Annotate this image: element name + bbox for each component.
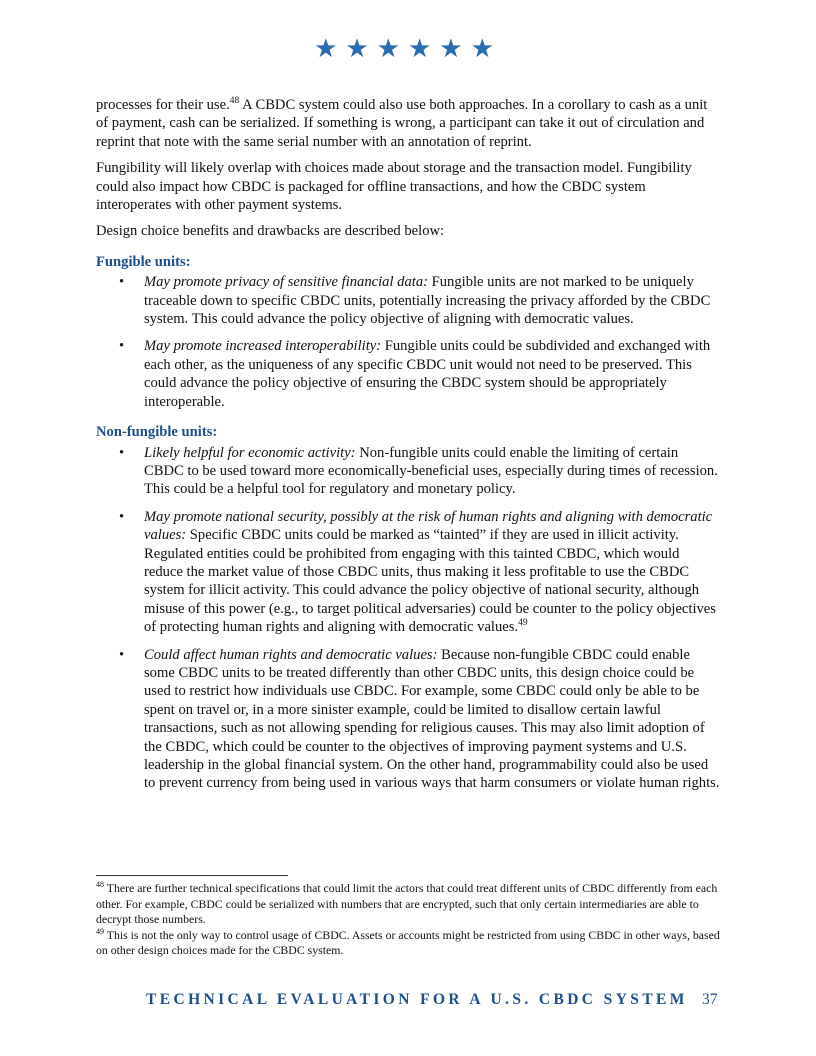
list-item: [119, 273, 720, 328]
intro-paragraph-3: Design choice benefits and drawbacks are described below:: [96, 223, 445, 240]
footnote-ref-48[interactable]: 48: [229, 96, 240, 107]
bullet-icon: •: [119, 274, 125, 291]
footnote-number: 48: [96, 880, 104, 890]
item-lead: Could affect human rights and democratic values:: [144, 646, 438, 663]
document-body: [96, 96, 720, 802]
item-body: Because non-fungible CBDC could enable some CBDC units to be treated differently than other CBDC units, this design choice could be used to restrict how individuals use CBDC. For example, some CBDC could only be able to be spent on travel or, in a more sinister example, could be limited to disallow certain lawful transactions, such as not allowing spending for religious causes. This may also limit adoption of the CBDC, which could be counter to the objectives of improving payment systems and U.S. leadership in the global financial system. On the other hand, programmability could also be used to prevent currency from being used in various ways that harm consumers or violate human rights.: [144, 646, 720, 792]
bullet-icon: •: [119, 444, 125, 461]
fungible-heading: Fungible units:: [96, 253, 191, 270]
item-lead: May promote privacy of sensitive financial data:: [144, 274, 428, 291]
intro-p1-text: processes for their use.: [96, 97, 230, 113]
item-lead: May promote national security, possibly at the risk of human rights and aligning with democratic values:: [144, 508, 713, 544]
item-lead: Likely helpful for economic activity:: [144, 444, 356, 461]
footnote-49: [96, 928, 720, 959]
item-body: Fungible units could be subdivided and exchanged with each other, as the uniqueness of any specific CBDC unit would not need to be preserved. This could advance the policy objective of ensuring the CBDC system should be appropriately interoperable.: [144, 338, 711, 410]
intro-p1-text2: A CBDC system could also use both approaches. In a corollary to cash as a unit of payment, cash can be serialized. If something is wrong, a participant can take it out of circulation and reprint that note with the same serial number with an annotation of reprint.: [96, 97, 708, 150]
footnote-divider: [96, 875, 288, 876]
nonfungible-list: [96, 444, 720, 793]
list-item: [119, 444, 720, 499]
header-stars: ★★★★★★: [314, 34, 502, 64]
footnote-ref-49[interactable]: 49: [518, 618, 528, 629]
fungible-list: [96, 273, 720, 411]
item-body: Specific CBDC units could be marked as “tainted” if they are used in illicit activity. Regulated entities could be prohibited from engaging with this tainted CBDC, which would reduce the market value of those CBDC units, thus making it less profitable to use the CBDC system for illicit activity. This could advance the policy objective of national security, although misuse of this power (e.g., to target political adversaries) could be counter to the policy objectives of protecting human rights and aligning with democratic values.: [144, 527, 716, 636]
footnote-text: There are further technical specifications that could limit the actors that could treat different units of CBDC differently from each other. For example, CBDC could be serialized with numbers that are encrypted, such that only certain intermediaries are able to decrypt those numbers.: [96, 881, 718, 927]
footnotes: [96, 881, 720, 959]
list-item: [119, 337, 720, 411]
item-body: Fungible units are not marked to be uniquely traceable down to specific CBDC units, potentially increasing the privacy afforded by the CBDC system. This could advance the policy objective of aligning with democratic values.: [144, 274, 711, 328]
nonfungible-heading: Non-fungible units:: [96, 424, 218, 441]
footnote-48: [96, 881, 720, 928]
footer-title: TECHNICAL EVALUATION FOR A U.S. CBDC SYSTEM: [146, 991, 688, 1008]
intro-paragraph-2: Fungibility will likely overlap with choices made about storage and the transaction model. Fungibility could also impact how CBDC is packaged for offline transactions, and how the CBDC system interoperates with other payment systems.: [96, 160, 692, 214]
page-number: 37: [702, 991, 718, 1008]
bullet-icon: •: [119, 338, 125, 355]
bullet-icon: •: [119, 508, 125, 525]
item-body: Non-fungible units could enable the limiting of certain CBDC to be used toward more economically-beneficial uses, especially during times of recession. This could be a helpful tool for regulatory and monetary policy.: [144, 444, 718, 498]
list-item: [119, 508, 720, 637]
list-item: [119, 646, 720, 793]
item-lead: May promote increased interoperability:: [144, 338, 382, 355]
intro-paragraph-1: [96, 96, 720, 151]
footnote-number: 49: [96, 926, 104, 936]
footnote-text: This is not the only way to control usage of CBDC. Assets or accounts might be restricted from using CBDC in other ways, based on other design choices made for the CBDC system.: [96, 927, 720, 958]
bullet-icon: •: [119, 646, 125, 663]
